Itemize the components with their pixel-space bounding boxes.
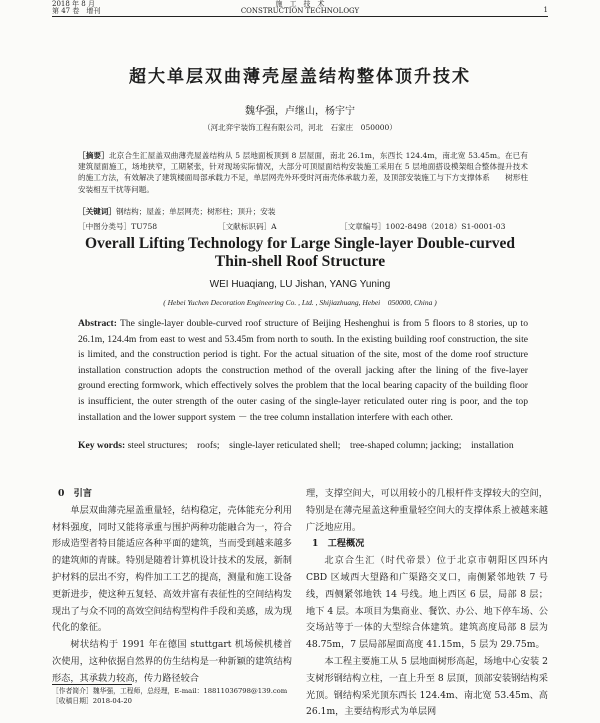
footnote-rule xyxy=(52,684,132,685)
page-number: 1 xyxy=(543,6,548,14)
article-number: ［文章编号］1002-8498（2018）S1-0001-03 xyxy=(340,222,506,231)
header-rule xyxy=(52,16,548,17)
abstract-cn-text: 北京合生汇屋盖双曲薄壳屋盖结构从 5 层地面板顶到 8 层屋面，南北 26.1m，东西长 124.4m，南北宽 53.45m。在已有建筑屋面施工，场地狭窄，工期紧张，针对现场实际情况，大部分可顶屋面结构安装施工采用在 5 层地面搭设模架组合整体提升技术的施工方法，有效解决了建筑楼面局部承载力不足，单层网壳外环受时河南壳体承载力差，及顶部安装施工与下方支撑体系 树形柱安装相互干扰等问题。 xyxy=(78,151,529,194)
authors-en: WEI Huaqiang, LU Jishan, YANG Yuning xyxy=(209,279,391,290)
paragraph: 北京合生汇（时代帝景）位于北京市朝阳区四环内 CBD 区域西大望路和广渠路交叉口，南侧紧邻地铁 7 号线，西侧紧邻地铁 14 号线。地上西区 6 层，局部 8 层；地下 4 层。本项目为集商业、餐饮、办公、地下停车场、公交场站等于一体的大型综合体建筑。建筑高度局部 8 层为 48.75m，7 层局部屋面高度 41.15m，5 层为 29.75m。 xyxy=(306,555,548,651)
affiliation-en: ( Hebei Yuchen Decoration Engineering Co. , Ltd. , Shijiazhuang, Hebei 050000, China ) xyxy=(163,298,437,307)
section-heading-introduction: 0 引言 xyxy=(58,488,92,499)
journal-name xyxy=(52,1,548,15)
affiliation-cn: （河北弈宇装饰工程有限公司，河北 石家庄 050000） xyxy=(203,123,397,132)
clc-number: ［中图分类号］TU758 xyxy=(78,222,158,231)
keywords-en-label: Key words: xyxy=(78,440,126,451)
paragraph: 单层双曲薄壳屋盖重量轻，结构稳定，壳体能充分利用材料强度，同时又能将承重与围护两种功能融合为一，符合形成造型者特目能适应各种平面的建筑，当而受到越来越多的建筑师的青睐。特别是随着计算机设计技术的发展，新制护材料的层出不穷，构件加工工艺的提高，测量和施工设备更新进步，使这种五复轻、高效并富有表征性的空间结构发现出了与众不同的高效空间结构型构件手段和美感，成为现代化的象征。 xyxy=(52,504,292,634)
paper-title-en xyxy=(0,235,600,271)
keywords-en xyxy=(78,438,528,454)
abstract-en xyxy=(78,316,528,425)
abstract-cn xyxy=(78,150,528,195)
paragraph: 本工程主要施工从 5 层地面树形高起，场地中心安装 2 支树形钢结构立柱，一直上升至 8 层顶，顶部安装钢结构采光顶。钢结构采光顶东西长 124.4m、南北宽 53.45m、高 26.1m，主要结构形式为单层网 xyxy=(306,655,548,718)
running-header xyxy=(52,0,548,17)
title-en-line2: Thin-shell Roof Structure xyxy=(214,253,386,270)
abstract-cn-label: ［摘要］ xyxy=(78,151,109,160)
author-footnote: ［作者简介］魏华强，工程师，总经理，E-mail：18811036798@139.com xyxy=(52,687,288,695)
journal-name-cn: 施 工 技 术 xyxy=(275,0,325,8)
authors-cn: 魏华强，卢继山，杨宇宁 xyxy=(245,106,355,117)
paragraph: 树状结构于 1991 年在德国 stuttgart 机场候机楼首次使用，这种依据自然界的仿生结构是一种新颖的建筑结构形态，其承载力较高，传力路径较合 xyxy=(52,639,292,684)
title-en-line1: Overall Lifting Technology for Large Single-layer Double-curved xyxy=(85,235,515,252)
abstract-en-text: The single-layer double-curved roof structure of Beijing Heshenghui is from 5 floors to 8 stories, up to 26.1m, 124.4m from east to west and 53.45m from north to south. In the existing building roof construction, the site is limited, and the construction period is tight. For the actual situation of the site, most of the dome roof structure installation construction adopts the construction method of the overall jacking after the lining of the five-layer ground erecting formwork, which effectively solves the problem that the local bearing capacity of the building floor is insufficient, the outer strength of the outer casing of the single-layer reticulated outer ring is poor, and the top installation and the lower support system － the tree column installation interfere with each other. xyxy=(78,318,528,423)
classification-info xyxy=(78,221,528,232)
body-left-column xyxy=(52,486,292,688)
keywords-cn xyxy=(78,206,528,217)
keywords-cn-text: 钢结构；屋盖；单层网壳；树形柱；顶升；安装 xyxy=(115,207,276,216)
section-heading-project-overview: 1 工程概况 xyxy=(312,538,365,550)
issue-date: 2018 年 8 月 xyxy=(52,0,95,8)
document-code: ［文献标识码］A xyxy=(218,222,277,231)
keywords-cn-label: ［关键词］ xyxy=(78,207,116,216)
journal-name-en: CONSTRUCTION TECHNOLOGY xyxy=(240,7,360,15)
keywords-en-text: steel structures; roofs; single-layer reticulated shell; tree-shaped column; jacking; installation xyxy=(127,440,514,451)
paragraph: 理，支撑空间大，可以用较小的几根杆件支撑较大的空间，特别是在薄壳屋盖这种重量轻空间大的支撑体系上被越来越广泛地应用。 xyxy=(306,488,548,533)
volume-info: 第 47 卷 增刊 xyxy=(52,7,101,15)
body-right-column xyxy=(306,486,548,721)
paper-title-cn: 超大单层双曲薄壳屋盖结构整体顶升技术 xyxy=(129,67,471,87)
abstract-en-label: Abstract: xyxy=(78,318,117,329)
received-date-footnote: ［收稿日期］2018-04-20 xyxy=(52,697,132,705)
